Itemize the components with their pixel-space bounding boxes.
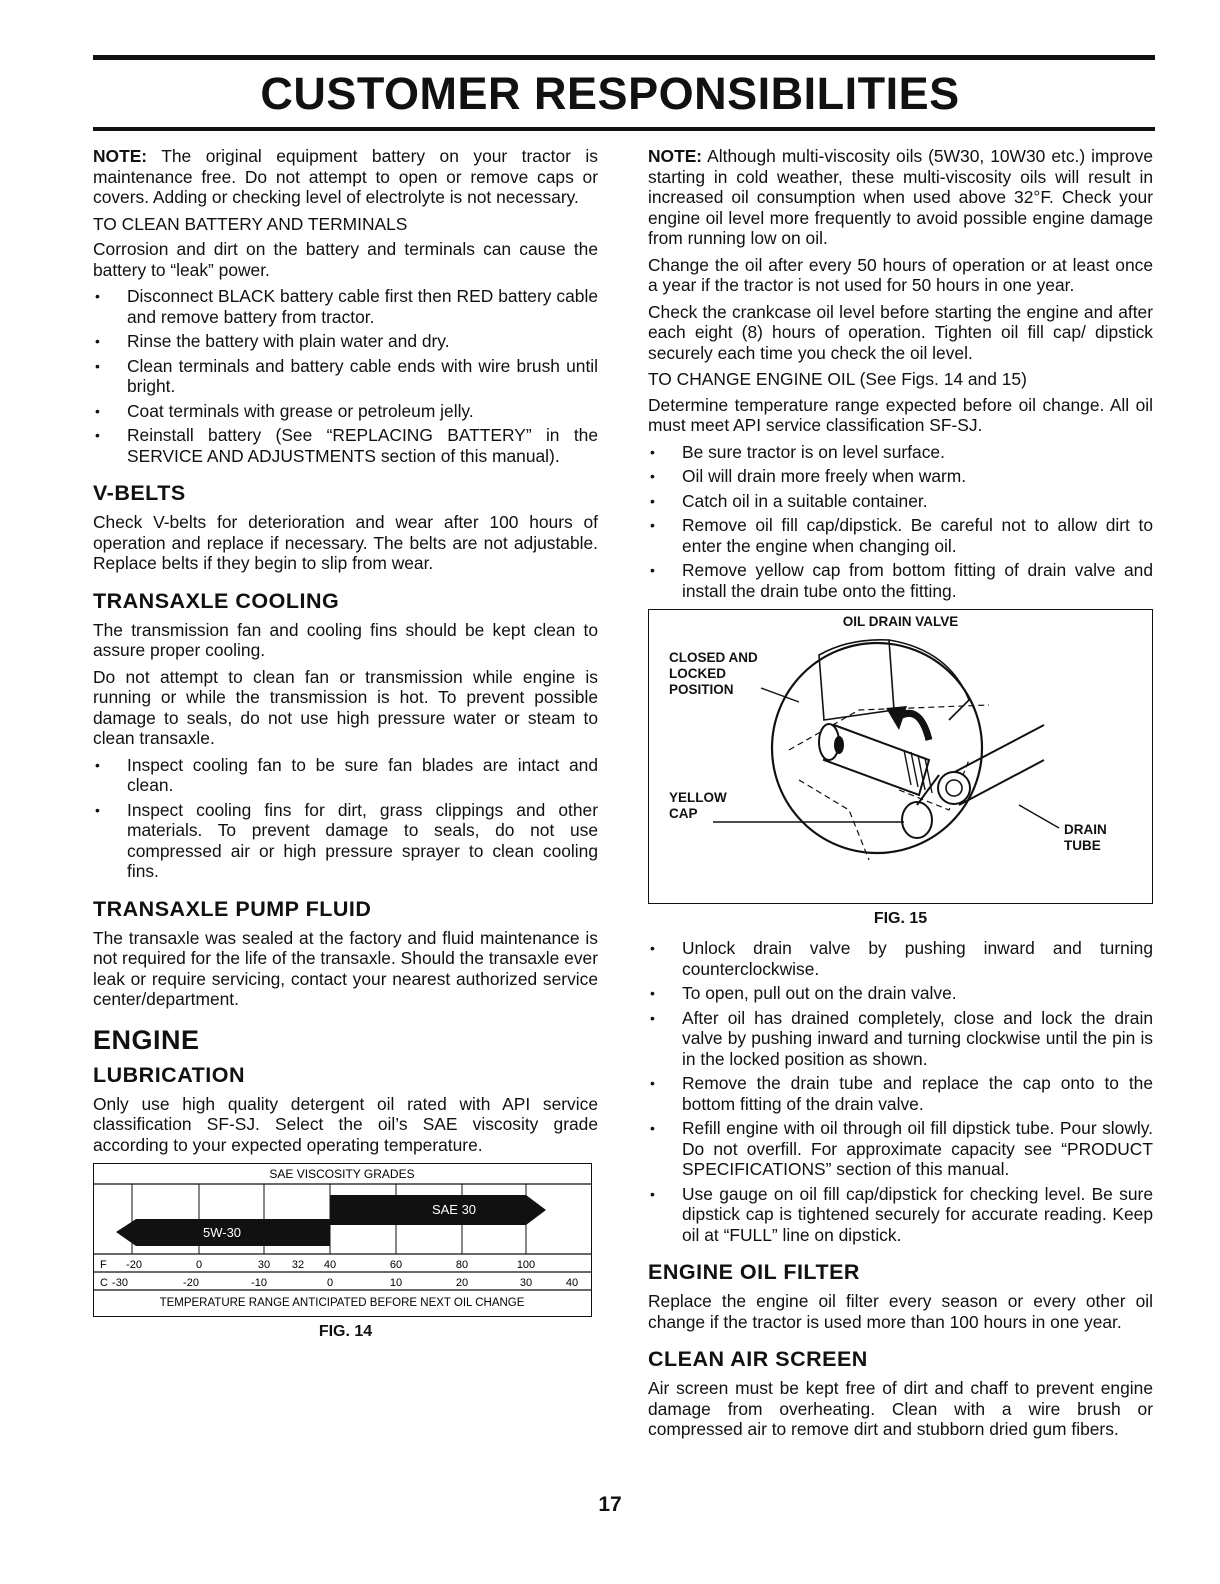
celsius-tick-label: 10	[389, 1277, 403, 1289]
fahrenheit-tick-label: 60	[389, 1259, 403, 1271]
list-item: • After oil has drained completely, close and lock the drain valve by pushing inward and turning clockwise until the pin is in the locked position as shown.	[648, 1008, 1153, 1070]
list-item: • Reinstall battery (See “REPLACING BATTERY” in the SERVICE AND ADJUSTMENTS section of this manual).	[93, 425, 598, 466]
drain-tube-label: DRAIN TUBE	[1064, 822, 1107, 853]
yellow-cap-label: YELLOW CAP	[669, 790, 727, 821]
clean-air-screen-heading: CLEAN AIR SCREEN	[648, 1347, 868, 1371]
list-item: • Unlock drain valve by pushing inward and turning counterclockwise.	[648, 938, 1153, 979]
air-screen-text: Air screen must be kept free of dirt and chaff to prevent engine damage from overheating. Clean with a wire brush or compressed air to remove dirt and stubborn dried gum fibers.	[648, 1378, 1153, 1439]
celsius-tick-label: 30	[519, 1277, 533, 1289]
celsius-label: C	[100, 1277, 108, 1289]
list-item: • Oil will drain more freely when warm.	[648, 466, 1153, 487]
fig14-caption: FIG. 14	[318, 1323, 373, 1340]
list-item: • Use gauge on oil fill cap/dipstick for checking level. Be sure dipstick cap is tightened securely for accurate reading. Keep oil at “FULL” line on dipstick.	[648, 1184, 1153, 1246]
5w30-label: 5W-30	[202, 1225, 242, 1240]
fahrenheit-tick-label: 32	[291, 1259, 305, 1271]
page-number: 17	[598, 1493, 622, 1516]
fahrenheit-tick-label: 80	[455, 1259, 469, 1271]
list-item: • Inspect cooling fins for dirt, grass clippings and other materials. To prevent damage to seals, do not use compressed air or high pressure sprayer to clean cooling fins.	[93, 800, 598, 882]
note-label: NOTE:	[93, 146, 148, 166]
celsius-ticks	[112, 1277, 578, 1289]
celsius-tick-label: -30	[112, 1277, 128, 1289]
fahrenheit-label: F	[100, 1259, 107, 1271]
battery-bullets	[93, 286, 598, 466]
closed-locked-label: CLOSED AND LOCKED POSITION	[669, 650, 758, 697]
page-title: CUSTOMER RESPONSIBILITIES	[260, 68, 960, 119]
list-item: • Remove the drain tube and replace the cap onto to the bottom fitting of the drain valve.	[648, 1073, 1153, 1114]
battery-note	[93, 146, 598, 208]
right-column	[648, 146, 1153, 1446]
title-rule	[93, 127, 1155, 131]
list-item: • Rinse the battery with plain water and dry.	[93, 331, 598, 352]
list-item: • Coat terminals with grease or petroleum jelly.	[93, 401, 598, 422]
list-item: • Disconnect BLACK battery cable first then RED battery cable and remove battery from tractor.	[93, 286, 598, 327]
list-item: • To open, pull out on the drain valve.	[648, 983, 1153, 1004]
battery-intro: Corrosion and dirt on the battery and terminals can cause the battery to “leak” power.	[93, 239, 598, 280]
list-item: • Remove yellow cap from bottom fitting of drain valve and install the drain tube onto the fitting.	[648, 560, 1153, 601]
note-text: Although multi-viscosity oils (5W30, 10W30 etc.) improve starting in cold weather, these multi-viscosity oils will result in increased oil consumption when used above 32°F. Check your engine oil level more frequently to avoid possible engine damage from running low on oil.	[648, 146, 1153, 248]
top-rule	[93, 55, 1155, 60]
left-column	[93, 146, 598, 1351]
sae30-label: SAE 30	[431, 1202, 477, 1217]
engine-heading: ENGINE	[93, 1024, 200, 1055]
pump-text: The transaxle was sealed at the factory and fluid maintenance is not required for the life of the transaxle. Should the transaxle ever leak or require servicing, contact your nearest authorized service center/department.	[93, 927, 598, 1009]
note-text: The original equipment battery on your tractor is maintenance free. Do not attempt to open or remove caps or covers. Adding or checking level of electrolyte is not necessary.	[93, 146, 598, 207]
viscosity-chart	[93, 1163, 592, 1317]
note-label: NOTE:	[648, 146, 703, 166]
celsius-tick-label: -10	[251, 1277, 267, 1289]
celsius-tick-label: -20	[183, 1277, 199, 1289]
oil-drain-valve-figure	[648, 609, 1153, 904]
battery-heading: TO CLEAN BATTERY AND TERMINALS	[93, 213, 408, 234]
transaxle-pump-fluid-heading: TRANSAXLE PUMP FLUID	[93, 896, 372, 921]
cooling-paragraph-1: The transmission fan and cooling fins should be kept clean to assure proper cooling.	[93, 619, 598, 660]
fahrenheit-tick-label: 0	[195, 1259, 203, 1271]
list-item: • Clean terminals and battery cable ends with wire brush until bright.	[93, 356, 598, 397]
transaxle-cooling-heading: TRANSAXLE COOLING	[93, 588, 340, 613]
list-item: • Catch oil in a suitable container.	[648, 491, 1153, 512]
viscosity-chart-graphic	[94, 1164, 591, 1316]
list-item: • Inspect cooling fan to be sure fan blades are intact and clean.	[93, 755, 598, 796]
cooling-paragraph-2: Do not attempt to clean fan or transmission while engine is running or while the transmission is hot. To prevent possible damage to seals, do not use high pressure water or steam to clean transaxle.	[93, 666, 598, 748]
oil-change-paragraph-2: Check the crankcase oil level before starting the engine and after each eight (8) hours of operation. Tighten oil fill cap/ dipstick securely each time you check the oil level.	[648, 301, 1153, 363]
celsius-tick-label: 20	[455, 1277, 469, 1289]
fahrenheit-tick-label: 40	[323, 1259, 337, 1271]
drain-bullets	[648, 938, 1153, 1245]
celsius-tick-label: 40	[565, 1277, 579, 1289]
fahrenheit-tick-label: -20	[126, 1259, 142, 1271]
list-item: • Refill engine with oil through oil fill dipstick tube. Pour slowly. Do not overfill. For approximate capacity see “PRODUCT SPECIFICATIONS” section of this manual.	[648, 1118, 1153, 1180]
change-oil-heading: TO CHANGE ENGINE OIL (See Figs. 14 and 15)	[648, 369, 1027, 389]
celsius-tick-label: 0	[326, 1277, 334, 1289]
fig15-title: OIL DRAIN VALVE	[842, 614, 959, 629]
fig15-caption: FIG. 15	[873, 910, 928, 927]
fahrenheit-tick-label: 30	[257, 1259, 271, 1271]
fahrenheit-ticks	[126, 1259, 535, 1271]
filter-text: Replace the engine oil filter every season or every other oil change if the tractor is used more than 100 hours in one year.	[648, 1291, 1153, 1332]
oil-change-paragraph-1: Change the oil after every 50 hours of operation or at least once a year if the tractor is not used for 50 hours in one year.	[648, 254, 1153, 295]
lubrication-heading: LUBRICATION	[93, 1062, 246, 1087]
oil-note	[648, 146, 1153, 249]
cooling-bullets	[93, 755, 598, 882]
vbelts-heading: V-BELTS	[93, 481, 186, 505]
lubrication-text: Only use high quality detergent oil rated with API service classification SF-SJ. Select the oil’s SAE viscosity grade according to your expected operating temperature.	[93, 1093, 598, 1155]
change-oil-bullets	[648, 442, 1153, 602]
oil-change-paragraph-3: Determine temperature range expected before oil change. All oil must meet API service classification SF-SJ.	[648, 394, 1153, 435]
list-item: • Be sure tractor is on level surface.	[648, 442, 1153, 463]
chart-footer: TEMPERATURE RANGE ANTICIPATED BEFORE NEXT OIL CHANGE	[159, 1297, 525, 1309]
chart-title: SAE VISCOSITY GRADES	[269, 1167, 415, 1181]
vbelts-text: Check V-belts for deterioration and wear after 100 hours of operation and replace if necessary. The belts are not adjustable. Replace belts if they begin to slip from wear.	[93, 512, 598, 573]
fahrenheit-tick-label: 100	[516, 1259, 536, 1271]
engine-oil-filter-heading: ENGINE OIL FILTER	[648, 1260, 860, 1284]
list-item: • Remove oil fill cap/dipstick. Be careful not to allow dirt to enter the engine when changing oil.	[648, 515, 1153, 556]
